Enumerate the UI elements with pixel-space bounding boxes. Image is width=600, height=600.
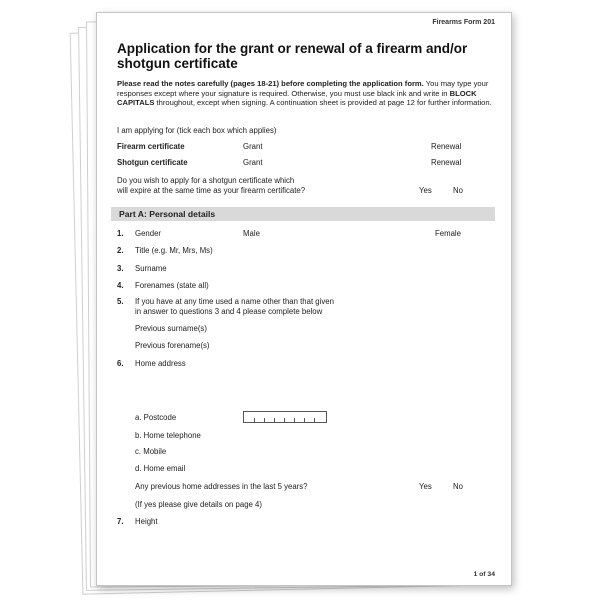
forenames-field-label: Forenames (state all) [135, 281, 209, 290]
shotgun-certificate-label: Shotgun certificate [117, 158, 188, 167]
title-field-label: Title (e.g. Mr, Mrs, Ms) [135, 246, 213, 255]
gender-female-option[interactable]: Female [435, 229, 461, 238]
instructions [117, 79, 492, 108]
previous-surname-label: Previous surname(s) [135, 324, 207, 333]
firearm-grant-option[interactable]: Grant [243, 142, 263, 151]
postcode-input[interactable] [243, 411, 327, 423]
surname-field-label: Surname [135, 264, 167, 273]
form-page [96, 12, 512, 586]
applying-for-intro: I am applying for (tick each box which applies) [117, 126, 277, 135]
same-expiry-yes-option[interactable]: Yes [419, 186, 432, 195]
gender-label: Gender [135, 229, 162, 238]
same-expiry-question-line1: Do you wish to apply for a shotgun certificate which [117, 176, 295, 185]
same-expiry-question-line2: will expire at the same time as your firearm certificate? [117, 186, 306, 195]
instructions-emphasis: BLOCK CAPITALS [117, 88, 477, 108]
q4-number: 4. [117, 281, 124, 290]
other-names-line2: in answer to questions 3 and 4 please complete below [135, 307, 323, 316]
part-a-heading: Part A: Personal details [119, 209, 216, 219]
shotgun-grant-option[interactable]: Grant [243, 158, 263, 167]
previous-addresses-note: (If yes please give details on page 4) [135, 500, 262, 509]
q3-number: 3. [117, 264, 124, 273]
q1-number: 1. [117, 229, 124, 238]
instructions-body-start: You may type your responses except where your signature is required. Otherwise, you must use black ink and write in [117, 79, 489, 98]
previous-addresses-no-option[interactable]: No [453, 482, 463, 491]
instructions-lead: Please read the notes carefully (pages 18-21) before completing the application form. [117, 79, 424, 88]
postcode-label: a. Postcode [135, 413, 177, 422]
shotgun-renewal-option[interactable]: Renewal [431, 158, 462, 167]
height-label: Height [135, 517, 158, 526]
firearm-certificate-label: Firearm certificate [117, 142, 185, 151]
gender-male-option[interactable]: Male [243, 229, 260, 238]
home-email-label: d. Home email [135, 464, 186, 473]
firearm-renewal-option[interactable]: Renewal [431, 142, 462, 151]
q5-number: 5. [117, 297, 124, 306]
home-telephone-label: b. Home telephone [135, 431, 201, 440]
form-title: Application for the grant or renewal of a firearm and/or shotgun certificate [117, 41, 468, 71]
previous-forename-label: Previous forename(s) [135, 341, 210, 350]
other-names-line1: If you have at any time used a name other than that given [135, 297, 334, 306]
home-address-label: Home address [135, 359, 186, 368]
form-number: Firearms Form 201 [432, 19, 495, 26]
same-expiry-no-option[interactable]: No [453, 186, 463, 195]
previous-addresses-question: Any previous home addresses in the last 5 years? [135, 482, 308, 491]
mobile-label: c. Mobile [135, 447, 167, 456]
q2-number: 2. [117, 246, 124, 255]
instructions-body-end: throughout, except when signing. A continuation sheet is provided at page 12 for further information. [154, 98, 492, 108]
q7-number: 7. [117, 517, 124, 526]
q6-number: 6. [117, 359, 124, 368]
page-number: 1 of 34 [473, 571, 495, 578]
part-a-heading-band [111, 207, 495, 221]
previous-addresses-yes-option[interactable]: Yes [419, 482, 432, 491]
